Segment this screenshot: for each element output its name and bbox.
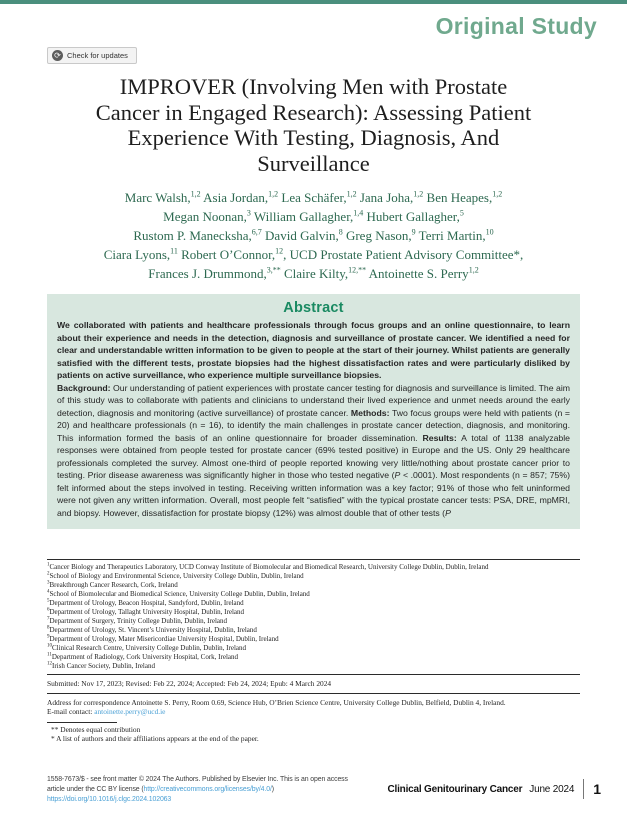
footnote-block <box>47 559 580 744</box>
affiliation-item: $^8$Department of Urology, St. Vincent’s University Hospital, Dublin, Ireland <box>47 625 257 634</box>
issn-line: 1558-7673/$ - see front matter © 2024 The Authors. Published by Elsevier Inc. This is an open access <box>47 776 348 783</box>
author-list-note: * A list of authors and their affiliations appears at the end of the paper. <box>51 734 259 743</box>
author-line: Marc Walsh,$^{1,2}$ Asia Jordan,$^{1,2}$ Lea Schäfer,$^{1,2}$ Jana Joha,$^{1,2}$ Ben Heapes,$^{1,2}$ <box>124 189 503 205</box>
divider-rule <box>47 674 580 675</box>
page-number: 1 <box>593 781 601 797</box>
affiliation-item: $^{10}$Clinical Research Centre, University College Dublin, Dublin, Ireland <box>47 643 247 652</box>
author-lines <box>30 188 597 283</box>
crossmark-icon: ⟳ <box>52 50 63 61</box>
author-line: Megan Noonan,$^3$ William Gallagher,$^{1,4}$ Hubert Gallagher,$^5$ <box>163 208 464 224</box>
affiliation-item: $^{12}$Irish Cancer Society, Dublin, Ireland <box>47 661 155 670</box>
journal-footer <box>387 779 601 799</box>
equal-contribution-note: ** Denotes equal contribution <box>51 724 141 734</box>
title-line: Experience With Testing, Diagnosis, And <box>127 125 500 150</box>
license-prefix: article under the CC BY license ( <box>47 786 144 793</box>
check-for-updates-button[interactable] <box>47 47 137 64</box>
license-line <box>47 785 348 795</box>
top-accent-bar <box>0 0 627 4</box>
affiliation-item: $^6$Department of Urology, Tallaght University Hospital, Dublin, Ireland <box>47 607 244 616</box>
cc-license-link[interactable]: http://creativecommons.org/licenses/by/4.0/ <box>143 786 272 793</box>
footnote-marker-rule <box>47 722 117 723</box>
imprint-block <box>47 775 348 805</box>
title-line: Surveillance <box>257 150 370 176</box>
article-history: Submitted: Nov 17, 2023; Revised: Feb 22, 2024; Accepted: Feb 24, 2024; Epub: 4 March 2024 <box>47 679 332 688</box>
correspondence-block <box>47 697 580 718</box>
issue-date: June 2024 <box>529 783 575 795</box>
abstract-box <box>47 294 580 529</box>
abstract-body-paragraph: Background: Our understanding of patient experiences with prostate cancer testing for diagnosis and surveillance is limited. The aim of this study was to collaborate with patients and clinicians to understand their lived experience and unmet needs around the early detection, diagnosis and monitoring (active surveillance) of prostate cancer. Methods: Two focus groups were held with patients (n = 20) and healthcare professionals (n = 16), to identify the main challenges in prostate cancer detection, diagnosis, and monitoring. This information formed the basis of an online questionnaire for broader dissemination. Results: A total of 1138 analyzable responses were obtained from people tested for prostate cancer (69% tested positive) in Europe and the US. Only 29 healthcare professionals completed the survey. Almost one-third of people reported knowing very little/nothing about prostate cancer prior to testing. Prior disease awareness was significantly higher in those who tested negative (P < .0001). Most respondents (n = 857; 75%) felt informed about the steps involved in testing. Receiving written information was a key factor; 91% of those who felt uninformed were not given any written information. Overall, most people felt “satisfied” with the typical prostate cancer tests: PSA, DRE, mpMRI, and biopsy. However, dissatisfaction for prostate biopsy (12%) was almost double that of other tests (P <box>57 382 570 518</box>
affiliation-item: $^5$Department of Urology, Beacon Hospital, Sandyford, Dublin, Ireland <box>47 598 244 607</box>
doi-link[interactable]: https://doi.org/10.1016/j.clgc.2024.102063 <box>47 796 172 803</box>
correspondence-address: Address for correspondence Antoinette S. Perry, Room 0.69, Science Hub, O’Brien Science Centre, University College Dublin, Belfield, Dublin 4, Ireland. <box>47 697 506 707</box>
journal-name: Clinical Genitourinary Cancer <box>387 783 523 795</box>
footer-divider <box>583 779 584 799</box>
affiliation-item: $^7$Department of Surgery, Trinity College Dublin, Dublin, Ireland <box>47 616 228 625</box>
affiliation-item: $^3$Breakthrough Cancer Research, Cork, Ireland <box>47 580 178 589</box>
footnote-top-rule <box>47 559 580 560</box>
license-suffix: ) <box>271 786 274 793</box>
affiliation-item: $^{11}$Department of Radiology, Cork University Hospital, Cork, Ireland <box>47 652 239 661</box>
doi-line <box>47 795 348 805</box>
affiliation-item: $^1$Cancer Biology and Therapeutics Laboratory, UCD Conway Institute of Biomolecular and Biomedical Research, University College Dublin, Dublin, Ireland <box>47 562 489 571</box>
article-type-label: Original Study <box>435 13 597 39</box>
divider-rule <box>47 693 580 694</box>
author-line: Rustom P. Manecksha,$^{6,7}$ David Galvin,$^8$ Greg Nason,$^9$ Terri Martin,$^{10}$ <box>133 227 494 243</box>
email-link[interactable]: antoinette.perry@ucd.ie <box>94 707 166 716</box>
affiliation-item: $^4$School of Biomolecular and Biomedical Science, University College Dublin, Dublin, Ireland <box>47 589 310 598</box>
check-for-updates-label: Check for updates <box>67 51 128 60</box>
abstract-lead-paragraph: We collaborated with patients and healthcare professionals through focus groups and an online questionnaire, to learn about their experience and needs in the detection, diagnosis and surveillance of prostate cancer. We identified a need for clear and understandable written information to be given to people at the start of their journey. Whilst patients are generally satisfied with the different tests, prostate biopsies had the highest dissatisfaction rates and were particularly disliked by patients on active surveillance, who experience multiple surveillance biopsies. <box>57 320 570 380</box>
article-title <box>38 74 589 176</box>
title-line: IMPROVER (Involving Men with Prostate <box>119 74 508 99</box>
author-line: Ciara Lyons,$^{11}$ Robert O’Connor,$^{12}$, UCD Prostate Patient Advisory Committee*, <box>103 246 524 262</box>
title-line: Cancer in Engaged Research): Assessing Patient <box>95 99 532 125</box>
affiliation-item: $^2$School of Biology and Environmental Science, University College Dublin, Dublin, Ireland <box>47 571 304 580</box>
affiliation-item: $^9$Department of Urology, Mater Misericordiae University Hospital, Dublin, Ireland <box>47 634 279 643</box>
author-line: Frances J. Drummond,$^{3,**}$ Claire Kilty,$^{12,**}$ Antoinette S. Perry$^{1,2}$ <box>148 265 479 281</box>
abstract-heading: Abstract <box>283 300 344 316</box>
affiliations-list <box>47 563 580 671</box>
email-label: E-mail contact: <box>47 707 95 716</box>
